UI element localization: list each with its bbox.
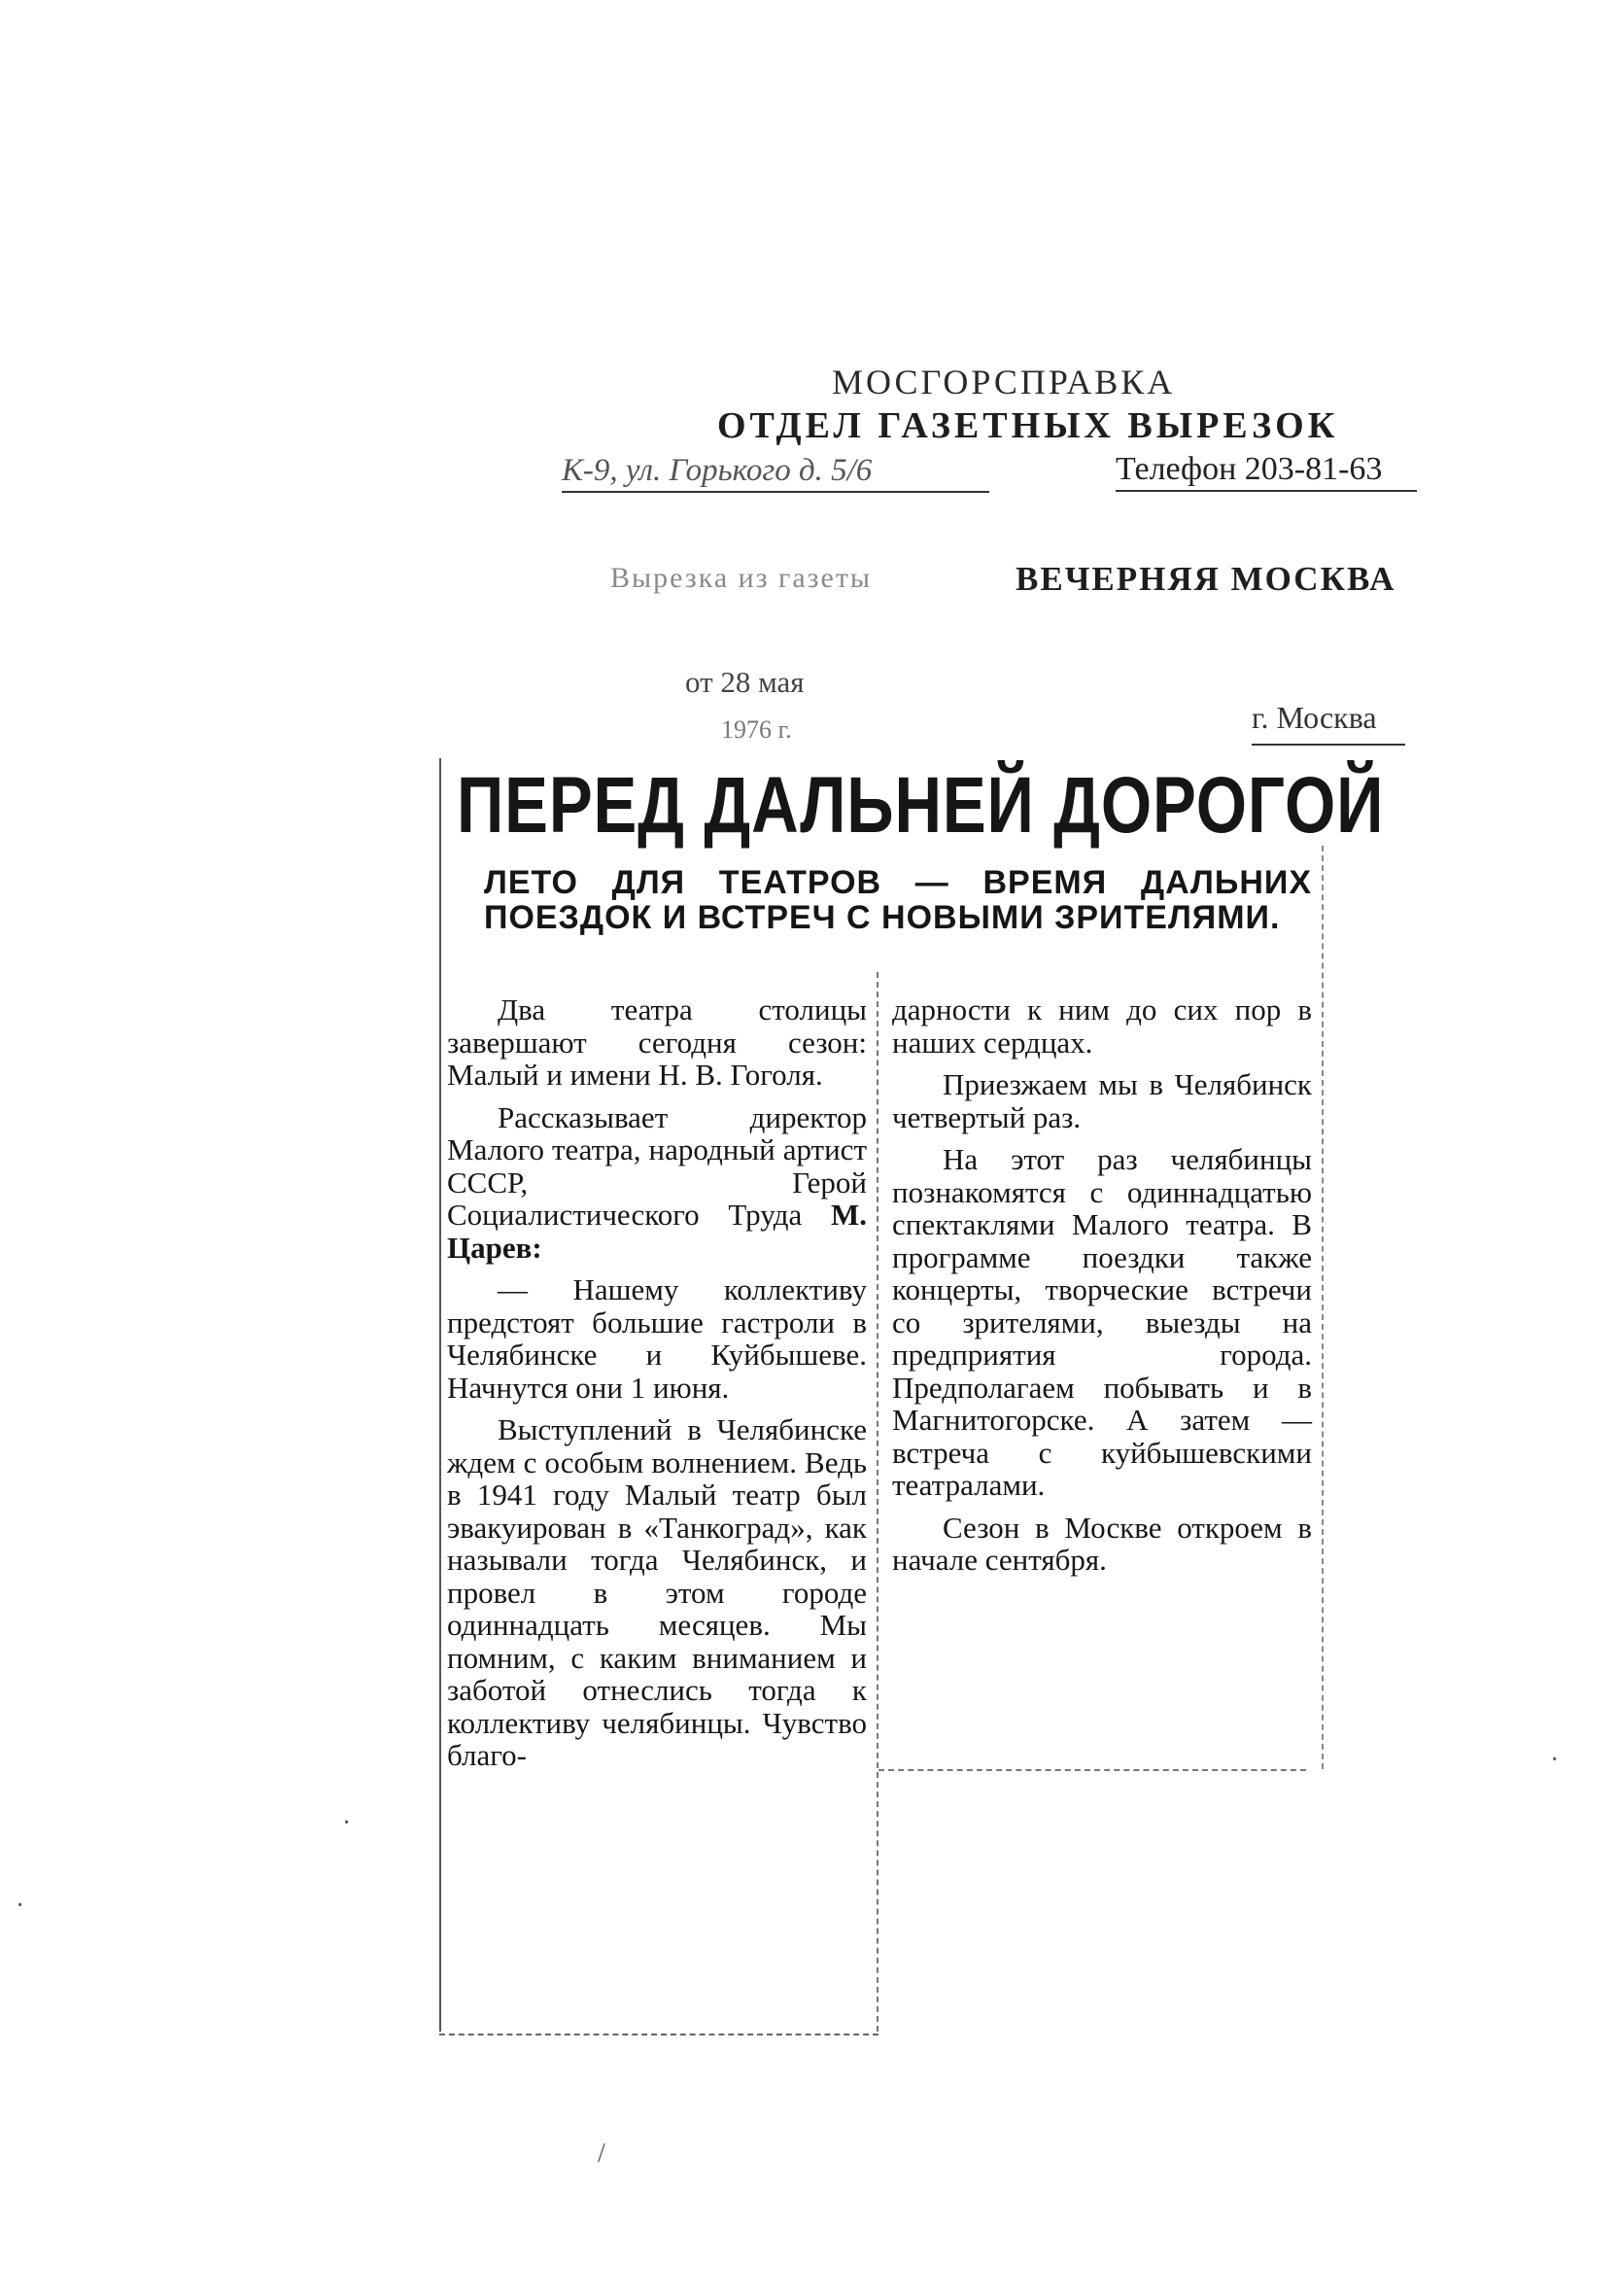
clipping-edge-left (439, 758, 441, 2032)
paragraph: На этот раз челябинцы познакомятся с одиннадцатью спектаклями Малого театра. В программе поездки также концерты, творческие встречи со зрителями, выезды на предприятия города. Предполагаем побывать и в Магнитогорске. А затем — встреча с куйбышевскими театралами. (892, 1142, 1312, 1502)
paragraph: Выступлений в Челябинске ждем с особым волнением. Ведь в 1941 году Малый театр был эвакуирован в «Танкоград», как называли тогда Челябинск, и провел в этом городе одиннадцать месяцев. Мы помним, с каким вниманием и заботой отнеслись тогда к коллективу челябинцы. Чувство благо- (447, 1412, 867, 1772)
scan-mark: · (1550, 1745, 1560, 1775)
paragraph: Два театра столицы завершают сегодня сезон: Малый и имени Н. В. Гоголя. (447, 992, 867, 1092)
stamp-organization: МОСГОРСПРАВКА (832, 363, 1176, 401)
speaker-name: М. Царев: (447, 1198, 867, 1265)
paragraph-text: Рассказывает директор Малого театра, народный артист СССР, Герой Социалистического Труда (447, 1099, 867, 1232)
clipping-edge-middle (877, 972, 878, 2032)
stamp-department: ОТДЕЛ ГАЗЕТНЫХ ВЫРЕЗОК (717, 405, 1339, 446)
article-subheadline: ЛЕТО ДЛЯ ТЕАТРОВ — ВРЕМЯ ДАЛЬНИХ ПОЕЗДОК И ВСТРЕЧ С НОВЫМИ ЗРИТЕЛЯМИ. (484, 864, 1312, 936)
clipping-city: г. Москва (1252, 700, 1405, 746)
paragraph: — Нашему коллективу предстоят большие гастроли в Челябинске и Куйбышеве. Начнутся они 1 июня. (447, 1272, 867, 1405)
scan-mark: / (598, 2139, 605, 2169)
scan-mark: · (342, 1808, 352, 1838)
paragraph: Приезжаем мы в Челябинск четвертый раз. (892, 1067, 1312, 1134)
source-label: Вырезка из газеты (610, 562, 873, 594)
article-column-2 (892, 993, 1312, 1586)
clipping-year: 1976 г. (721, 715, 792, 744)
clipping-edge-bottom (439, 2034, 878, 2035)
article-headline: ПЕРЕД ДАЛЬНЕЙ ДОРОГОЙ (457, 761, 1385, 850)
stamp-phone: Телефон 203-81-63 (1116, 451, 1417, 492)
paragraph: Сезон в Москве откроем в начале сентября. (892, 1510, 1312, 1577)
clipping-date: от 28 мая (685, 665, 805, 699)
paragraph: дарности к ним до сих пор в наших сердцах. (892, 992, 1312, 1060)
clipping-edge-right (1322, 846, 1324, 1769)
scan-mark: · (16, 1891, 25, 1921)
newspaper-name: ВЕЧЕРНЯЯ МОСКВА (1016, 560, 1396, 598)
stamp-address: К-9, ул. Горького д. 5/6 (562, 453, 989, 493)
article-column-1 (447, 993, 867, 1782)
clipping-edge-bottom-right (878, 1769, 1306, 1771)
paragraph (447, 1101, 867, 1265)
